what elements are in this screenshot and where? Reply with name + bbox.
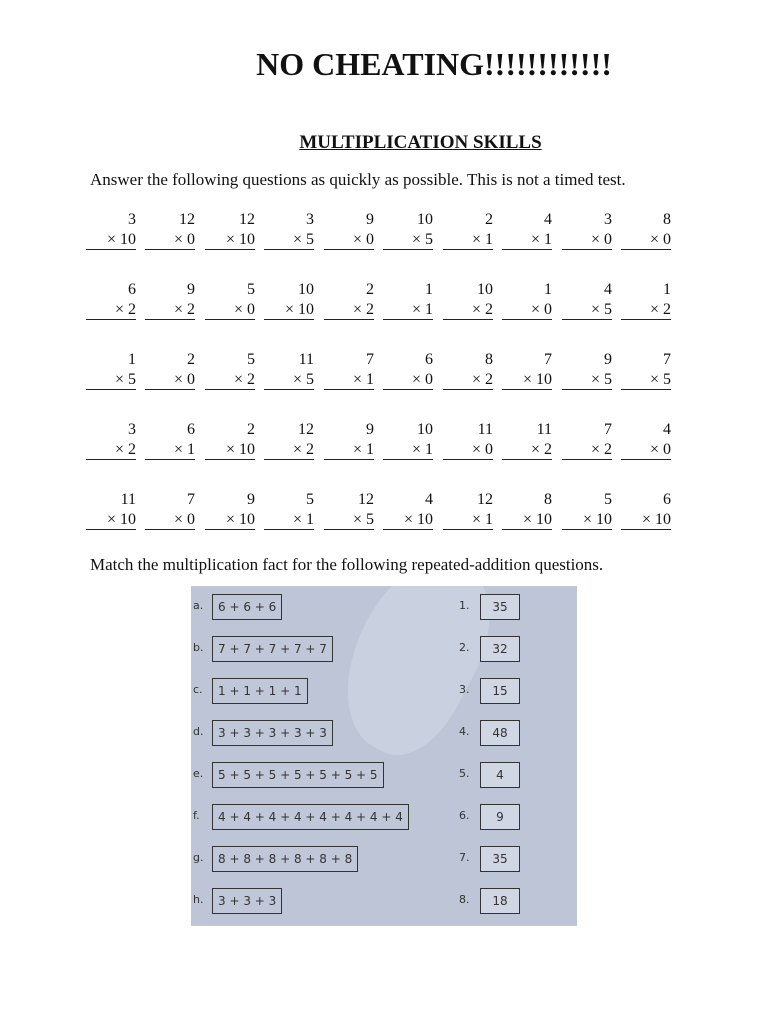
multiplication-problem xyxy=(383,210,433,250)
match-number: 1. xyxy=(459,599,470,612)
multiplier: × 2 xyxy=(502,440,552,460)
multiplier: × 5 xyxy=(621,370,671,390)
multiplicand: 2 xyxy=(366,281,374,298)
multiplication-problem xyxy=(502,210,552,250)
multiplication-problem xyxy=(502,420,552,460)
multiplication-problem xyxy=(145,280,195,320)
multiplicand: 1 xyxy=(128,351,136,368)
multiplication-problem xyxy=(502,350,552,390)
multiplicand: 2 xyxy=(485,211,493,228)
match-number: 7. xyxy=(459,851,470,864)
multiplier: × 0 xyxy=(205,300,255,320)
multiplier: × 0 xyxy=(145,370,195,390)
multiplicand: 5 xyxy=(247,281,255,298)
multiplier: × 0 xyxy=(621,230,671,250)
multiplicand: 8 xyxy=(544,491,552,508)
multiplication-problem xyxy=(324,210,374,250)
multiplier: × 2 xyxy=(443,300,493,320)
product-box: 35 xyxy=(480,594,520,620)
match-number: 4. xyxy=(459,725,470,738)
match-number: 8. xyxy=(459,893,470,906)
product-box: 32 xyxy=(480,636,520,662)
multiplication-problem xyxy=(383,420,433,460)
multiplicand: 11 xyxy=(120,491,136,508)
multiplier: × 10 xyxy=(205,510,255,530)
multiplication-problem xyxy=(145,420,195,460)
multiplication-problem xyxy=(562,490,612,530)
multiplier: × 2 xyxy=(443,370,493,390)
multiplicand: 7 xyxy=(366,351,374,368)
multiplication-problem xyxy=(264,490,314,530)
multiplication-problem xyxy=(205,350,255,390)
multiplier: × 1 xyxy=(324,370,374,390)
multiplicand: 11 xyxy=(477,421,493,438)
multiplier: × 5 xyxy=(264,230,314,250)
multiplicand: 7 xyxy=(604,421,612,438)
match-row xyxy=(191,804,577,830)
multiplication-problem xyxy=(443,280,493,320)
multiplication-problem xyxy=(383,350,433,390)
repeated-addition-box: 8 + 8 + 8 + 8 + 8 + 8 xyxy=(212,846,358,872)
multiplicand: 5 xyxy=(247,351,255,368)
multiplier: × 0 xyxy=(145,510,195,530)
multiplier: × 2 xyxy=(562,440,612,460)
multiplicand: 11 xyxy=(298,351,314,368)
multiplier: × 2 xyxy=(205,370,255,390)
match-row xyxy=(191,846,577,872)
match-row xyxy=(191,888,577,914)
multiplicand: 9 xyxy=(604,351,612,368)
multiplication-problem xyxy=(621,490,671,530)
multiplier: × 1 xyxy=(443,230,493,250)
multiplicand: 5 xyxy=(306,491,314,508)
multiplicand: 3 xyxy=(604,211,612,228)
multiplicand: 3 xyxy=(128,421,136,438)
multiplicand: 4 xyxy=(425,491,433,508)
multiplier: × 0 xyxy=(145,230,195,250)
match-letter: b. xyxy=(193,641,204,654)
multiplication-problem xyxy=(383,490,433,530)
multiplier: × 5 xyxy=(86,370,136,390)
multiplier: × 1 xyxy=(324,440,374,460)
match-number: 2. xyxy=(459,641,470,654)
multiplier: × 0 xyxy=(562,230,612,250)
multiplicand: 11 xyxy=(536,421,552,438)
multiplicand: 6 xyxy=(425,351,433,368)
repeated-addition-box: 4 + 4 + 4 + 4 + 4 + 4 + 4 + 4 xyxy=(212,804,409,830)
multiplier: × 0 xyxy=(324,230,374,250)
match-row xyxy=(191,594,577,620)
multiplicand: 12 xyxy=(179,211,195,228)
multiplicand: 7 xyxy=(544,351,552,368)
multiplication-problem xyxy=(621,210,671,250)
multiplication-problem xyxy=(562,420,612,460)
multiplicand: 7 xyxy=(663,351,671,368)
multiplication-problem xyxy=(443,210,493,250)
multiplicand: 4 xyxy=(604,281,612,298)
multiplicand: 9 xyxy=(366,211,374,228)
multiplication-problem xyxy=(562,350,612,390)
multiplication-problem xyxy=(502,280,552,320)
multiplication-problem xyxy=(562,210,612,250)
multiplier: × 5 xyxy=(562,370,612,390)
multiplier: × 5 xyxy=(264,370,314,390)
multiplication-problem xyxy=(502,490,552,530)
multiplication-problem xyxy=(443,490,493,530)
multiplier: × 0 xyxy=(621,440,671,460)
multiplication-problem xyxy=(562,280,612,320)
match-letter: h. xyxy=(193,893,204,906)
multiplicand: 9 xyxy=(247,491,255,508)
repeated-addition-box: 6 + 6 + 6 xyxy=(212,594,282,620)
multiplicand: 9 xyxy=(187,281,195,298)
product-box: 4 xyxy=(480,762,520,788)
multiplicand: 12 xyxy=(477,491,493,508)
multiplication-problem xyxy=(145,350,195,390)
multiplication-problem xyxy=(145,210,195,250)
multiplicand: 3 xyxy=(128,211,136,228)
multiplier: × 1 xyxy=(264,510,314,530)
multiplier: × 1 xyxy=(443,510,493,530)
multiplication-problem xyxy=(443,350,493,390)
product-box: 35 xyxy=(480,846,520,872)
multiplication-problem xyxy=(383,280,433,320)
multiplier: × 10 xyxy=(383,510,433,530)
multiplicand: 1 xyxy=(425,281,433,298)
multiplier: × 2 xyxy=(145,300,195,320)
repeated-addition-box: 3 + 3 + 3 + 3 + 3 xyxy=(212,720,333,746)
multiplication-problems-grid xyxy=(86,210,676,560)
multiplication-problem xyxy=(621,350,671,390)
multiplication-problem xyxy=(621,280,671,320)
multiplicand: 4 xyxy=(663,421,671,438)
multiplication-problem xyxy=(264,280,314,320)
multiplication-problem xyxy=(86,420,136,460)
section-heading: MULTIPLICATION SKILLS xyxy=(299,132,542,153)
multiplier: × 1 xyxy=(383,440,433,460)
multiplication-problem xyxy=(205,280,255,320)
multiplier: × 10 xyxy=(502,510,552,530)
multiplication-problem xyxy=(324,280,374,320)
multiplier: × 5 xyxy=(324,510,374,530)
multiplication-problem xyxy=(86,350,136,390)
multiplier: × 10 xyxy=(562,510,612,530)
multiplier: × 1 xyxy=(383,300,433,320)
matching-exercise-panel xyxy=(191,586,577,926)
multiplicand: 9 xyxy=(366,421,374,438)
match-letter: d. xyxy=(193,725,204,738)
multiplication-problem xyxy=(205,420,255,460)
multiplier: × 10 xyxy=(205,230,255,250)
multiplication-problem xyxy=(145,490,195,530)
multiplication-problem xyxy=(324,350,374,390)
multiplier: × 0 xyxy=(443,440,493,460)
multiplicand: 2 xyxy=(187,351,195,368)
multiplier: × 2 xyxy=(621,300,671,320)
problem-row xyxy=(86,490,676,560)
match-letter: e. xyxy=(193,767,204,780)
multiplication-problem xyxy=(264,420,314,460)
multiplier: × 0 xyxy=(383,370,433,390)
multiplicand: 8 xyxy=(485,351,493,368)
multiplicand: 10 xyxy=(417,211,433,228)
match-letter: f. xyxy=(193,809,200,822)
problem-row xyxy=(86,350,676,420)
multiplier: × 10 xyxy=(621,510,671,530)
multiplicand: 12 xyxy=(358,491,374,508)
multiplication-problem xyxy=(86,490,136,530)
problem-row xyxy=(86,280,676,350)
multiplier: × 10 xyxy=(86,510,136,530)
multiplier: × 2 xyxy=(264,440,314,460)
multiplier: × 10 xyxy=(502,370,552,390)
multiplicand: 7 xyxy=(187,491,195,508)
multiplication-problem xyxy=(264,210,314,250)
instructions-text: Answer the following questions as quickly as possible. This is not a timed test. xyxy=(90,170,626,189)
match-row xyxy=(191,678,577,704)
product-box: 18 xyxy=(480,888,520,914)
multiplication-problem xyxy=(324,490,374,530)
multiplicand: 5 xyxy=(604,491,612,508)
multiplicand: 10 xyxy=(417,421,433,438)
multiplicand: 12 xyxy=(239,211,255,228)
multiplier: × 0 xyxy=(502,300,552,320)
match-instructions-text: Match the multiplication fact for the following repeated-addition questions. xyxy=(90,555,604,574)
match-letter: g. xyxy=(193,851,204,864)
multiplication-problem xyxy=(443,420,493,460)
match-row xyxy=(191,720,577,746)
problem-row xyxy=(86,210,676,280)
multiplier: × 1 xyxy=(502,230,552,250)
multiplier: × 5 xyxy=(562,300,612,320)
multiplication-problem xyxy=(205,210,255,250)
multiplicand: 6 xyxy=(128,281,136,298)
multiplication-problem xyxy=(86,210,136,250)
multiplicand: 10 xyxy=(477,281,493,298)
repeated-addition-box: 5 + 5 + 5 + 5 + 5 + 5 + 5 xyxy=(212,762,384,788)
multiplier: × 5 xyxy=(383,230,433,250)
multiplier: × 10 xyxy=(205,440,255,460)
multiplier: × 10 xyxy=(86,230,136,250)
multiplicand: 4 xyxy=(544,211,552,228)
product-box: 48 xyxy=(480,720,520,746)
repeated-addition-box: 3 + 3 + 3 xyxy=(212,888,282,914)
match-row xyxy=(191,636,577,662)
multiplicand: 1 xyxy=(663,281,671,298)
multiplicand: 6 xyxy=(187,421,195,438)
multiplier: × 2 xyxy=(324,300,374,320)
repeated-addition-box: 1 + 1 + 1 + 1 xyxy=(212,678,308,704)
multiplier: × 2 xyxy=(86,440,136,460)
multiplicand: 8 xyxy=(663,211,671,228)
multiplicand: 2 xyxy=(247,421,255,438)
match-letter: c. xyxy=(193,683,203,696)
match-number: 6. xyxy=(459,809,470,822)
multiplication-problem xyxy=(205,490,255,530)
product-box: 15 xyxy=(480,678,520,704)
product-box: 9 xyxy=(480,804,520,830)
match-row xyxy=(191,762,577,788)
match-number: 3. xyxy=(459,683,470,696)
multiplicand: 10 xyxy=(298,281,314,298)
multiplication-problem xyxy=(324,420,374,460)
match-letter: a. xyxy=(193,599,204,612)
repeated-addition-box: 7 + 7 + 7 + 7 + 7 xyxy=(212,636,333,662)
multiplier: × 10 xyxy=(264,300,314,320)
multiplier: × 2 xyxy=(86,300,136,320)
match-number: 5. xyxy=(459,767,470,780)
multiplicand: 3 xyxy=(306,211,314,228)
multiplication-problem xyxy=(86,280,136,320)
multiplication-problem xyxy=(264,350,314,390)
page-title: NO CHEATING!!!!!!!!!!!! xyxy=(256,46,612,82)
multiplicand: 1 xyxy=(544,281,552,298)
multiplier: × 1 xyxy=(145,440,195,460)
problem-row xyxy=(86,420,676,490)
multiplication-problem xyxy=(621,420,671,460)
multiplicand: 12 xyxy=(298,421,314,438)
multiplicand: 6 xyxy=(663,491,671,508)
